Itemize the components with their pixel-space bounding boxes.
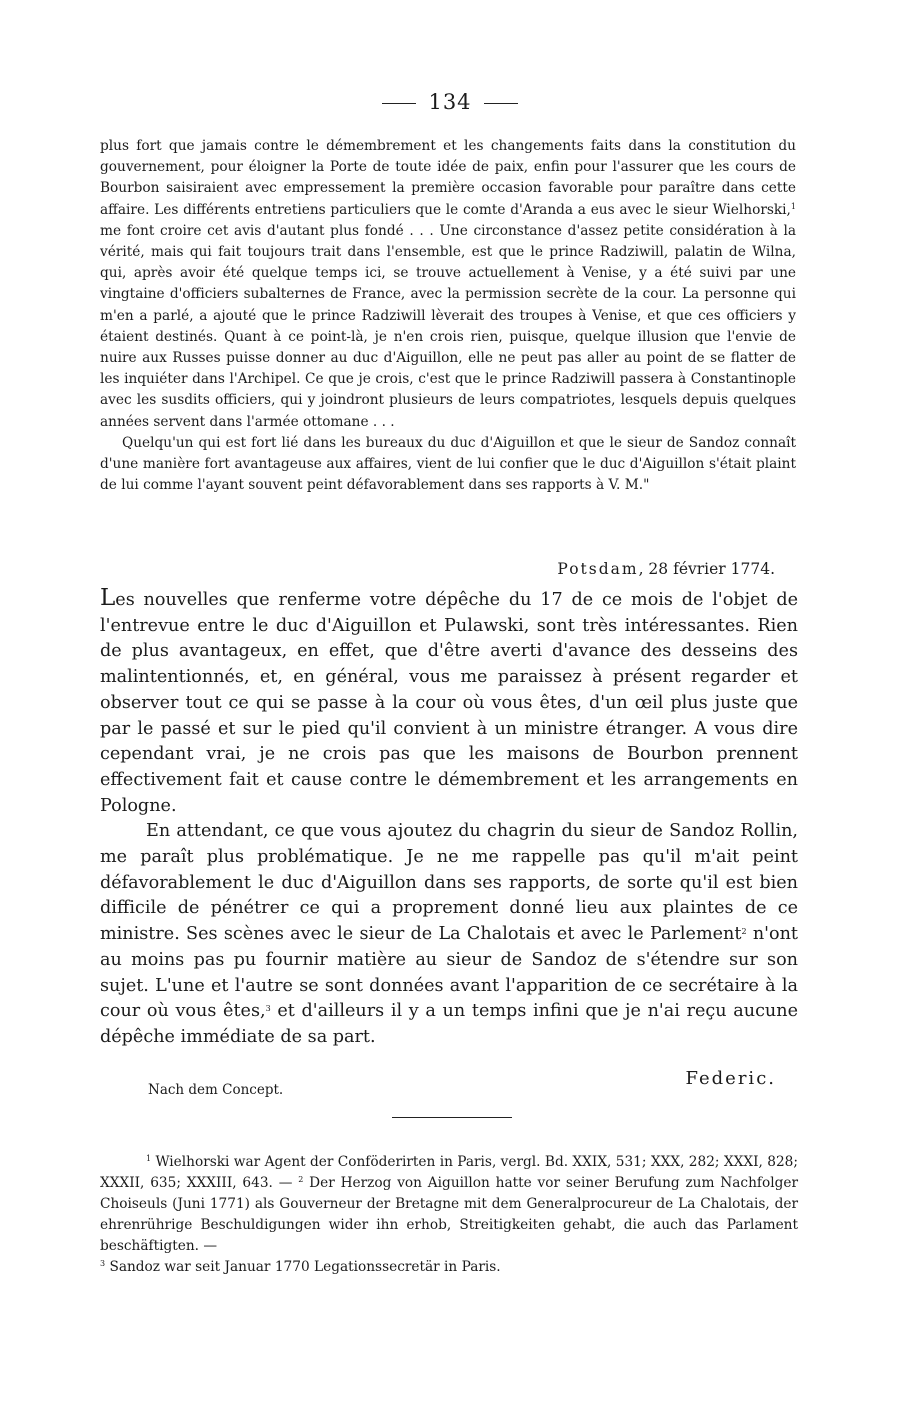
- letter-body: [100, 586, 798, 1051]
- source-note: Nach dem Concept.: [148, 1082, 284, 1098]
- footnote-3-text: Sandoz war seit Januar 1770 Legationssecretär in Paris.: [105, 1259, 501, 1275]
- footnote-3-marker: 3: [100, 1259, 106, 1268]
- page-number-text: 134: [428, 90, 472, 114]
- dateline-place: Potsdam: [557, 560, 639, 578]
- letter-paragraph-2-text-a: En attendant, ce que vous ajoutez du chagrin du sieur de Sandoz Rollin, me paraît plus problématique. Je ne me rappelle pas qu'il m'ait peint défavorablement le duc d'Aiguillon dans ses rapports, de sorte qu'il est bien difficile de pénétrer ce qui a proprement donné lieu aux plaintes de ce ministre. Ses scènes avec le sieur de La Chalotais et avec le Parlement: [100, 821, 798, 945]
- page-number-left-dash: [382, 103, 416, 104]
- quoted-report-text-1-cont: me font croire cet avis d'autant plus fondé . . . Une circonstance d'assez petite considération à la vérité, mais qui fait toujours trait dans l'ensemble, est que le prince Radziwill, palatin de Wilna, qui, après avoir été quelque temps ici, se trouve actuellement à Venise, y a été suivi par une vingtaine d'officiers subalternes de France, avec la permission secrète de la cour. La personne qui m'en a parlé, a ajouté que le prince Radziwill lèverait des troupes à Venise, et que ces officiers y étaient destinés. Quant à ce point-là, je n'en crois rien, puisque, quelque illusion que l'envie de nuire aux Russes puisse donner au duc d'Aiguillon, elle ne peut pas aller au point de se flatter de les inquiéter dans l'Archipel. Ce que je crois, c'est que le prince Radziwill passera à Constantinople avec les susdits officiers, qui y joindront plusieurs de leurs compatriotes, lesquels depuis quelques années servent dans l'armée ottomane . . .: [100, 222, 796, 430]
- quoted-report-paragraph-2: Quelqu'un qui est fort lié dans les bureaux du duc d'Aiguillon et que le sieur de Sandoz connaît d'une manière fort avantageuse aux affaires, vient de lui confier que le duc d'Aiguillon s'était plaint de lui comme l'ayant souvent peint défavorablement dans ses rapports à V. M.": [100, 434, 796, 494]
- letter-paragraph-2-text-c: et d'ailleurs il y a un temps infini que je n'ai reçu aucune dépêche immédiate de sa part.: [100, 1001, 798, 1047]
- footnotes: [100, 1152, 798, 1278]
- footnote-ref-1: 1: [790, 201, 796, 211]
- footnote-1-text: Wielhorski war Agent der Conföderirten in Paris, vergl. Bd. XXIX, 531; XXX, 282; XXXI, 828; XXXII, 635; XXXIII, 643. —: [100, 1154, 798, 1191]
- letter-paragraph-1: [100, 586, 798, 819]
- dateline-date: , 28 février 1774.: [638, 560, 775, 578]
- footnote-ref-3: 3: [265, 1004, 271, 1014]
- quoted-report-text-1: plus fort que jamais contre le démembrement et les changements faits dans la constitution du gouvernement, pour éloigner la Porte de toute idée de paix, enfin pour l'assurer que les cours de Bourbon saisiraient avec empressement la première occasion favorable pour paraître dans cette affaire. Les différents entretiens particuliers que le comte d'Aranda a eus avec le sieur Wielhorski,: [100, 138, 796, 218]
- letter-paragraph-1-text: es nouvelles que renferme votre dépêche du 17 de ce mois de l'objet de l'entrevue entre le duc d'Aiguillon et Pulawski, sont très intéressantes. Rien de plus avantageux, en effet, que d'être averti d'avance des desseins des malintentionnés, et, en général, vous me paraissez à présent regarder et observer tout ce qui se passe à la cour où vous êtes, d'un œil plus juste que par le passé et sur le pied qu'il convient à un ministre étranger. A vous dire cependant vrai, je ne crois pas que les maisons de Bourbon prennent effectivement fait et cause contre le démembrement et les arrangements en Pologne.: [100, 590, 798, 816]
- footnote-2-marker: 2: [298, 1175, 304, 1184]
- letter-paragraph-2-text-b: n'ont au moins pas pu fournir matière au sieur de Sandoz de s'étendre sur son sujet. L'une et l'autre se sont données avant l'apparition de ce secrétaire à la cour où vous êtes,: [100, 924, 798, 1022]
- dateline: [557, 560, 775, 578]
- signature: Federic.: [685, 1068, 776, 1089]
- footnote-ref-2: 2: [741, 927, 747, 937]
- footnote-1-marker: 1: [146, 1154, 152, 1163]
- quoted-report: [100, 136, 796, 496]
- footnotes-paragraph: [100, 1152, 798, 1278]
- page-number-right-dash: [484, 103, 518, 104]
- footnote-separator: [392, 1117, 512, 1118]
- quoted-report-paragraph-1: [100, 136, 796, 433]
- page-number: [0, 90, 900, 114]
- footnote-2-text: Der Herzog von Aiguillon hatte vor seiner Berufung zum Nachfolger Choiseuls (Juni 1771) als Gouverneur der Bretagne mit dem Generalprocureur de La Chalotais, der ehrenrührige Beschuldigungen wider ihn erhob, Streitigkeiten gehabt, die auch das Parlament beschäftigten. —: [100, 1175, 798, 1254]
- letter-initial: L: [100, 585, 116, 611]
- letter-paragraph-2: [100, 819, 798, 1050]
